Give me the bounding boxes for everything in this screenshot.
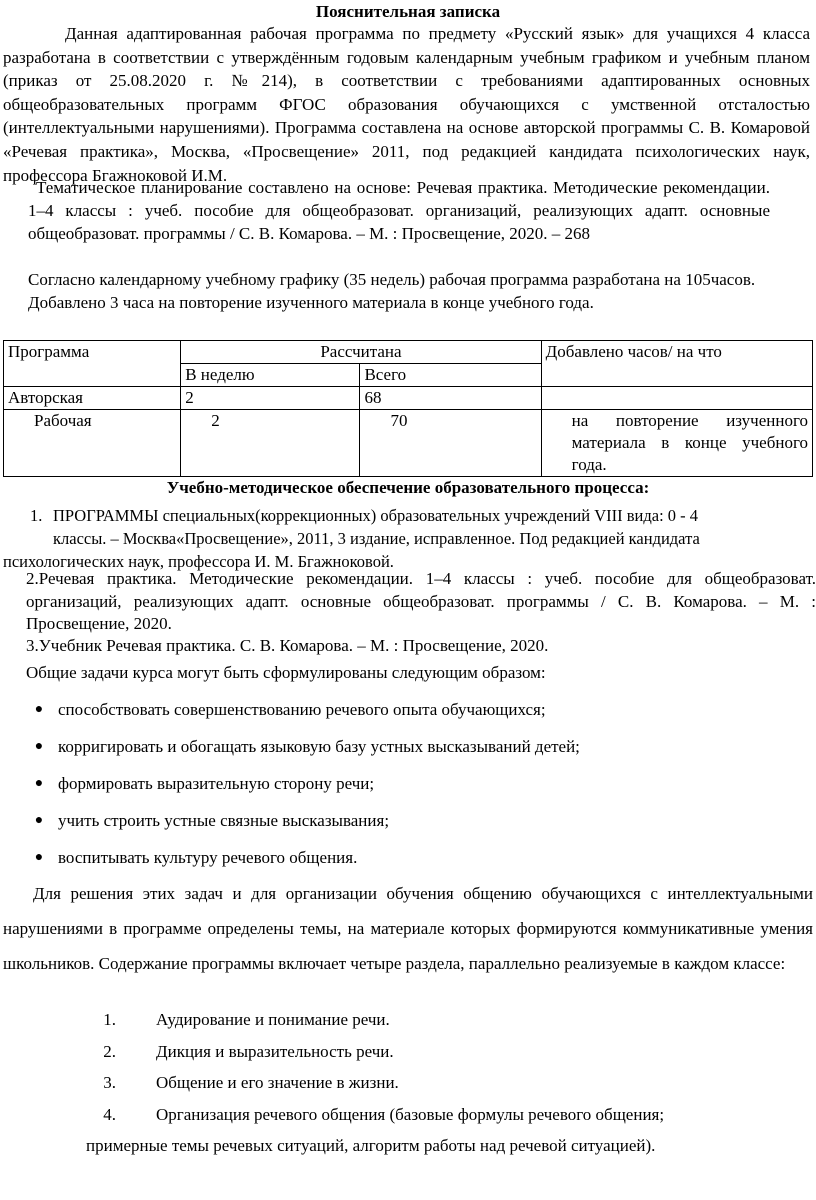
section-text: Организация речевого общения (базовые формулы речевого общения;: [156, 1105, 665, 1124]
document-title: Пояснительная записка: [315, 2, 501, 21]
content-paragraph: Для решения этих задач и для организации обучения общению обучающихся с интеллектуальными нарушениями в программе определены темы, на материале которых формируются коммуникативные умения школьников. Содержание программы включает четыре раздела, параллельно реализуемые в каждом классе:: [3, 884, 813, 973]
bullet-icon: ●: [34, 850, 44, 865]
section-text: Общение и его значение в жизни.: [156, 1073, 399, 1092]
table-cell-week: 2: [181, 387, 360, 410]
list-item: [86, 1103, 806, 1127]
goal-text: учить строить устные связные высказывания;: [58, 811, 390, 830]
table-cell-total: 68: [360, 387, 541, 410]
table-header-program: Программа: [4, 341, 181, 387]
list-item: [86, 1008, 806, 1032]
section-number: 1.: [103, 1010, 116, 1029]
table-header-added: Добавлено часов/ на что: [541, 341, 812, 387]
table-row: [4, 387, 813, 410]
table-cell-added: [541, 387, 812, 410]
table-cell-total: 70: [360, 410, 541, 477]
bullet-icon: ●: [34, 739, 44, 754]
section-4-continuation: примерные темы речевых ситуаций, алгоритм работы над речевой ситуацией).: [86, 1136, 656, 1155]
table-header-calculated: Рассчитана: [181, 341, 541, 364]
section-number: 2.: [103, 1042, 116, 1061]
intro-paragraph: Данная адаптированная рабочая программа по предмету «Русский язык» для учащихся 4 класса разработана в соответствии с утверждённым годовым календарным учебным графиком и учебным планом (приказ от 25.08.2020 г. №214), в соответствии с требованиями адаптированных основных общеобразовательных программ ФГОС образования обучающихся с умственной отсталостью (интеллектуальными нарушениями). Программа составлена на основе авторской программы С. В. Комаровой «Речевая практика», Москва, «Просвещение» 2011, под редакцией кандидата психологических наук, профессора Бгажноковой И.М.: [3, 24, 810, 185]
support-item-1-line1: ПРОГРАММЫ специальных(коррекционных) образовательных учреждений VIII вида: 0 - 4: [53, 506, 699, 525]
table-cell-added: на повторение изученного материала в конце учебного года.: [541, 410, 812, 477]
table-row: [4, 410, 813, 477]
table-cell-program: Авторская: [4, 387, 181, 410]
planning-paragraph: Тематическое планирование составлено на основе: Речевая практика. Методические рекомендации. 1–4 классы : учеб. пособие для общеобразоват. организаций, реализующих адапт. основные общеобразоват. программы / С. В. Комарова. – М. : Просвещение, 2020. – 268: [28, 178, 770, 244]
bullet-icon: ●: [34, 776, 44, 791]
bullet-icon: ●: [34, 702, 44, 717]
support-item-1-line3: психологических наук, профессора И. М. Бгажноковой.: [3, 552, 394, 571]
table-subheader-total: Всего: [360, 364, 541, 387]
goals-intro: Общие задачи курса могут быть сформулированы следующим образом:: [26, 663, 546, 682]
hours-table: [3, 340, 813, 477]
hours-paragraph: Согласно календарному учебному графику (35 недель) рабочая программа разработана на 105часов. Добавлено 3 часа на повторение изученного материала в конце учебного года.: [28, 270, 756, 312]
support-item-1-line2: классы. – Москва«Просвещение», 2011, 3 издание, исправленное. Под редакцией кандидата: [53, 529, 700, 548]
support-item-1-number: 1.: [30, 506, 43, 525]
list-item: [86, 1071, 806, 1095]
support-title: Учебно-методическое обеспечение образовательного процесса:: [166, 478, 650, 497]
support-item-3: 3.Учебник Речевая практика. С. В. Комарова. – М. : Просвещение, 2020.: [26, 636, 549, 655]
goal-text: корригировать и обогащать языковую базу устных высказываний детей;: [58, 737, 580, 756]
table-cell-week: 2: [181, 410, 360, 477]
support-item-2: 2.Речевая практика. Методические рекомендации. 1–4 классы : учеб. пособие для общеобразоват. организаций, реализующих адапт. основные общеобразоват. программы / С. В. Комарова. – М. : Просвещение, 2020.: [26, 569, 816, 633]
table-subheader-week: В неделю: [181, 364, 360, 387]
goal-text: формировать выразительную сторону речи;: [58, 774, 375, 793]
section-text: Дикция и выразительность речи.: [156, 1042, 394, 1061]
goal-text: способствовать совершенствованию речевого опыта обучающихся;: [58, 700, 546, 719]
section-number: 3.: [103, 1073, 116, 1092]
section-number: 4.: [103, 1105, 116, 1124]
list-item: [86, 1040, 806, 1064]
goal-text: воспитывать культуру речевого общения.: [58, 848, 358, 867]
bullet-icon: ●: [34, 813, 44, 828]
section-text: Аудирование и понимание речи.: [156, 1010, 390, 1029]
support-item-1: [3, 504, 803, 573]
table-cell-program: Рабочая: [4, 410, 181, 477]
